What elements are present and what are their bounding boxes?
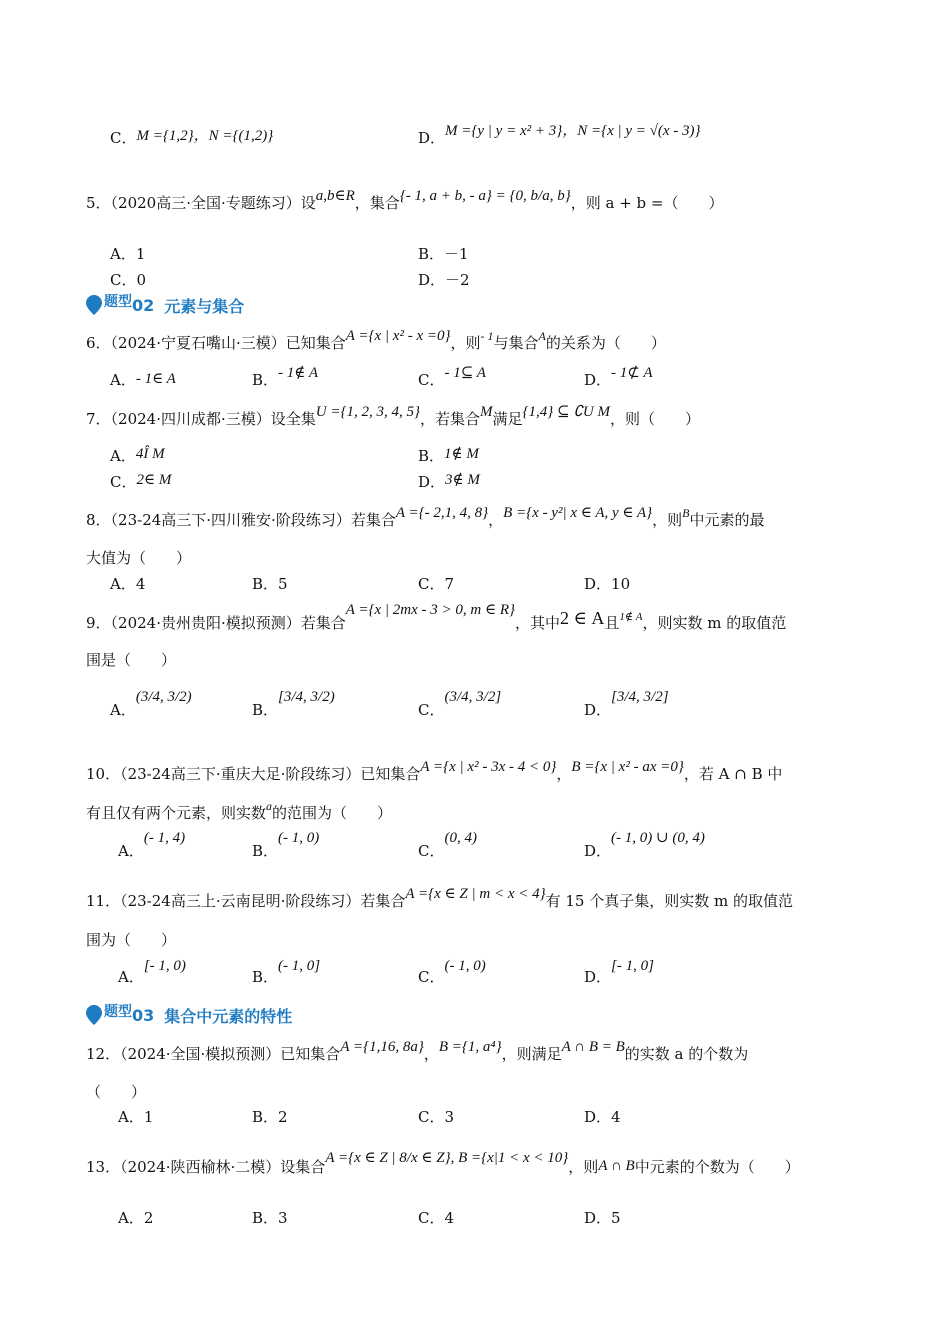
option-text: 4 bbox=[135, 575, 146, 593]
question-13-stem bbox=[86, 1150, 800, 1178]
option-text: - 1⊆ A bbox=[444, 365, 486, 381]
q5-option-d bbox=[418, 270, 470, 290]
option-text: 10 bbox=[611, 575, 631, 593]
stem-text: 且 bbox=[604, 614, 620, 632]
option-label: D． bbox=[584, 1209, 612, 1227]
option-label: B． bbox=[252, 701, 279, 719]
math-set-expression: U ={1, 2, 3, 4, 5} bbox=[315, 404, 420, 420]
option-text: 1∉ M bbox=[444, 446, 479, 462]
option-label: D． bbox=[584, 701, 612, 719]
q6-option-d bbox=[584, 365, 653, 391]
option-label: B． bbox=[252, 1209, 279, 1227]
stem-text: ，集合 bbox=[354, 194, 400, 212]
stem-text: 的实数 a 的个数为 bbox=[624, 1045, 749, 1063]
stem-text: ，则 bbox=[450, 334, 481, 352]
question-number: 5． bbox=[86, 194, 111, 212]
stem-text: ，若 A ∩ B 中 bbox=[683, 765, 783, 783]
stem-text: 中元素的最 bbox=[689, 511, 765, 529]
section-header-03 bbox=[86, 1003, 292, 1027]
question-8-line2: 大值为（ ） bbox=[86, 549, 192, 567]
option-label: A． bbox=[110, 575, 136, 593]
q7-option-a bbox=[110, 446, 165, 467]
option-text: (- 1, 0) ∪ (0, 4) bbox=[611, 830, 705, 846]
q8-option-d bbox=[584, 574, 630, 594]
option-text: 3 bbox=[278, 1209, 288, 1227]
stem-text: 满足 bbox=[492, 410, 523, 428]
q13-option-d bbox=[584, 1208, 621, 1228]
q13-option-b bbox=[252, 1208, 288, 1228]
option-label: B． bbox=[252, 371, 279, 389]
q5-option-a bbox=[110, 244, 145, 264]
math-inline: M bbox=[479, 404, 493, 420]
question-source: （2024·四川成都·三模）设全集 bbox=[110, 410, 316, 428]
option-label: A． bbox=[118, 1209, 144, 1227]
option-text: (- 1, 4) bbox=[143, 830, 186, 846]
section-number: 02 bbox=[132, 295, 155, 315]
math-set-expression: A ={x | x² - x =0} bbox=[345, 328, 451, 344]
q13-option-a bbox=[118, 1208, 153, 1228]
option-label: C． bbox=[418, 842, 445, 860]
option-text: 3 bbox=[444, 1108, 455, 1126]
option-text: (- 1, 0) bbox=[278, 830, 320, 846]
math-inline: 2 ∈ A bbox=[560, 608, 605, 628]
option-label: A． bbox=[110, 371, 136, 389]
question-7-stem bbox=[86, 404, 700, 430]
option-label: A． bbox=[118, 1108, 144, 1126]
option-text: (- 1, 0) bbox=[444, 958, 486, 974]
option-expression: M ={y | y = x² + 3}，N ={x | y = √(x - 3)} bbox=[445, 123, 701, 139]
option-label: D． bbox=[418, 473, 446, 491]
option-label: C． bbox=[110, 271, 137, 289]
question-10-stem bbox=[86, 759, 783, 785]
q11-option-c bbox=[418, 958, 486, 988]
option-label: D． bbox=[584, 842, 612, 860]
q9-option-c bbox=[418, 689, 502, 721]
question-9-stem bbox=[86, 602, 787, 635]
stem-text: ，则 bbox=[568, 1158, 599, 1176]
q7-option-c bbox=[110, 472, 171, 493]
q6-option-b bbox=[252, 365, 319, 391]
option-label: B． bbox=[418, 245, 445, 263]
math-inline: a,b∈R bbox=[315, 188, 355, 204]
question-number: 9． bbox=[86, 614, 111, 632]
option-text: 4Î M bbox=[135, 446, 165, 462]
q8-option-c bbox=[418, 574, 454, 594]
q6-option-c bbox=[418, 365, 486, 391]
stem-text: 与集合 bbox=[493, 334, 539, 352]
math-inline: 1∉ A bbox=[619, 611, 643, 623]
option-text: [- 1, 0] bbox=[611, 958, 654, 974]
question-number: 11． bbox=[86, 892, 121, 910]
section-number: 03 bbox=[132, 1005, 155, 1025]
option-label: B． bbox=[252, 575, 279, 593]
option-label: D． bbox=[584, 371, 612, 389]
stem-text: ，则 a + b =（ ） bbox=[570, 194, 724, 212]
stem-text: ， bbox=[423, 1045, 439, 1063]
q10-option-b bbox=[252, 830, 320, 862]
question-number: 10． bbox=[86, 765, 121, 783]
question-number: 13． bbox=[86, 1158, 121, 1176]
stem-text: 中元素的个数为（ ） bbox=[634, 1158, 800, 1176]
option-label: D． bbox=[584, 968, 612, 986]
question-number: 7． bbox=[86, 410, 111, 428]
math-set-expression: B ={1, a⁴} bbox=[438, 1039, 502, 1055]
q11-option-d bbox=[584, 958, 654, 988]
option-text: 4 bbox=[611, 1108, 621, 1126]
option-text: 5 bbox=[278, 575, 288, 593]
math-set-expression: B ={x | x² - ax =0} bbox=[571, 759, 684, 775]
option-label: B． bbox=[252, 1108, 279, 1126]
q10-option-c bbox=[418, 830, 477, 862]
section-label: 题型 bbox=[104, 294, 132, 310]
q13-option-c bbox=[418, 1208, 454, 1228]
q5-option-c bbox=[110, 270, 146, 290]
math-set-expression: A ={x | 2mx - 3 > 0, m ∈ R} bbox=[345, 602, 516, 618]
section-title: 元素与集合 bbox=[164, 296, 245, 316]
option-text: - 1∈ A bbox=[135, 371, 176, 387]
math-set-expression: A ={x ∈ Z | m < x < 4} bbox=[405, 886, 546, 902]
map-pin-icon bbox=[86, 295, 102, 315]
option-text: 5 bbox=[611, 1209, 621, 1227]
stem-text: ，则实数 m 的取值范 bbox=[642, 614, 787, 632]
option-text: 0 bbox=[136, 271, 147, 289]
question-source: （23-24高三下·四川雅安·阶段练习）若集合 bbox=[110, 511, 396, 529]
q11-option-b bbox=[252, 958, 321, 988]
option-text: 2∈ M bbox=[136, 472, 172, 488]
math-inline: A bbox=[538, 329, 546, 343]
q6-option-a bbox=[110, 370, 176, 391]
q10-option-d bbox=[584, 830, 705, 862]
stem-text: ，则满足 bbox=[501, 1045, 562, 1063]
math-inline: B bbox=[682, 506, 690, 520]
option-text: 1 bbox=[143, 1108, 154, 1126]
question-5-stem bbox=[86, 188, 724, 214]
option-text: - 1⊄ A bbox=[611, 365, 653, 381]
q8-option-a bbox=[110, 574, 145, 594]
option-text: 7 bbox=[444, 575, 455, 593]
question-12-stem bbox=[86, 1039, 749, 1065]
math-set-expression: {- 1, a + b, - a} = {0, b/a, b} bbox=[399, 188, 571, 204]
question-source: （2024·宁夏石嘴山·三模）已知集合 bbox=[110, 334, 346, 352]
question-6-stem bbox=[86, 328, 666, 354]
math-set-expression: B ={x - y²| x ∈ A, y ∈ A} bbox=[503, 505, 653, 521]
option-label: C． bbox=[418, 575, 445, 593]
question-number: 8． bbox=[86, 511, 111, 529]
option-label: B． bbox=[252, 842, 279, 860]
option-label: B． bbox=[252, 968, 279, 986]
option-label: D． bbox=[584, 575, 612, 593]
math-inline: A ∩ B = B bbox=[561, 1039, 625, 1055]
q4-option-d bbox=[418, 123, 701, 149]
math-inline: a bbox=[266, 799, 273, 813]
option-label: A． bbox=[110, 245, 136, 263]
option-expression: M ={1,2}，N ={(1,2)} bbox=[136, 128, 274, 144]
section-label: 题型 bbox=[104, 1004, 132, 1020]
q12-option-a bbox=[118, 1107, 153, 1127]
option-text: (0, 4) bbox=[444, 830, 477, 846]
stem-text: ，若集合 bbox=[419, 410, 480, 428]
q7-option-b bbox=[418, 446, 479, 467]
q12-option-c bbox=[418, 1107, 454, 1127]
option-label: A． bbox=[118, 842, 144, 860]
math-set-expression: A ={x ∈ Z | 8/x ∈ Z}, B ={x|1 < x < 10} bbox=[325, 1150, 569, 1166]
option-label: A． bbox=[110, 447, 136, 465]
question-12-line2: （ ） bbox=[86, 1083, 147, 1101]
q4-option-c bbox=[110, 128, 273, 149]
option-label: C． bbox=[110, 129, 137, 147]
stem-text: ，则 bbox=[652, 511, 683, 529]
option-text: (- 1, 0] bbox=[278, 958, 321, 974]
question-11-stem bbox=[86, 886, 793, 912]
option-label: D． bbox=[584, 1108, 612, 1126]
question-source: （23-24高三上·云南昆明·阶段练习）若集合 bbox=[120, 892, 406, 910]
stem-text: ， bbox=[556, 765, 572, 783]
map-pin-icon bbox=[86, 1005, 102, 1025]
section-header-02 bbox=[86, 293, 244, 317]
option-text: (3/4, 3/2) bbox=[135, 689, 192, 705]
stem-text: 的关系为（ ） bbox=[545, 334, 666, 352]
question-source: （2024·全国·模拟预测）已知集合 bbox=[120, 1045, 341, 1063]
q7-option-d bbox=[418, 472, 480, 493]
option-label: D． bbox=[418, 129, 446, 147]
option-text: 2 bbox=[143, 1209, 154, 1227]
question-number: 6． bbox=[86, 334, 111, 352]
q9-option-b bbox=[252, 689, 335, 721]
option-label: D． bbox=[418, 271, 446, 289]
question-8-stem bbox=[86, 505, 765, 531]
section-title: 集合中元素的特性 bbox=[164, 1006, 293, 1026]
math-inline: A ∩ B bbox=[598, 1158, 635, 1174]
option-text: (3/4, 3/2] bbox=[444, 689, 502, 705]
q12-option-d bbox=[584, 1107, 621, 1127]
q9-option-d bbox=[584, 689, 669, 721]
math-set-expression: A ={x | x² - 3x - 4 < 0} bbox=[420, 759, 557, 775]
stem-text: 的范围为（ ） bbox=[272, 804, 393, 822]
math-set-expression: A ={1,16, 8a} bbox=[340, 1039, 424, 1055]
question-source: （23-24高三下·重庆大足·阶段练习）已知集合 bbox=[120, 765, 421, 783]
q10-option-a bbox=[118, 830, 186, 862]
option-label: B． bbox=[418, 447, 445, 465]
q12-option-b bbox=[252, 1107, 288, 1127]
math-set-expression: A ={- 2,1, 4, 8} bbox=[395, 505, 489, 521]
question-11-line2: 围为（ ） bbox=[86, 931, 177, 949]
option-text: - 1∉ A bbox=[278, 365, 319, 381]
math-inline: {1,4} ⊆ ∁U M bbox=[522, 404, 610, 420]
option-text: 1 bbox=[135, 245, 146, 263]
stem-text: ，则（ ） bbox=[609, 410, 700, 428]
q8-option-b bbox=[252, 574, 288, 594]
question-9-line2: 围是（ ） bbox=[86, 651, 177, 669]
question-number: 12． bbox=[86, 1045, 121, 1063]
option-text: －1 bbox=[444, 245, 469, 263]
question-10-line2 bbox=[86, 799, 393, 824]
option-label: C． bbox=[418, 371, 445, 389]
option-text: [3/4, 3/2] bbox=[611, 689, 669, 705]
question-source: （2024·贵州贵阳·模拟预测）若集合 bbox=[110, 614, 346, 632]
q5-option-b bbox=[418, 244, 469, 264]
stem-text: 有且仅有两个元素，则实数 bbox=[86, 804, 267, 822]
option-label: C． bbox=[418, 1209, 445, 1227]
option-label: C． bbox=[418, 701, 445, 719]
question-source: （2020高三·全国·专题练习）设 bbox=[110, 194, 316, 212]
option-text: －2 bbox=[445, 271, 470, 289]
stem-text: ， bbox=[488, 511, 504, 529]
option-text: 3∉ M bbox=[445, 472, 480, 488]
option-label: A． bbox=[110, 701, 136, 719]
option-text: [- 1, 0) bbox=[143, 958, 186, 974]
math-inline: - 1 bbox=[480, 329, 494, 343]
stem-text: 有 15 个真子集，则实数 m 的取值范 bbox=[545, 892, 793, 910]
option-label: C． bbox=[418, 968, 445, 986]
stem-text: ，其中 bbox=[515, 614, 561, 632]
option-label: C． bbox=[418, 1108, 445, 1126]
q9-option-a bbox=[110, 689, 192, 721]
option-label: C． bbox=[110, 473, 137, 491]
q11-option-a bbox=[118, 958, 186, 988]
option-text: [3/4, 3/2) bbox=[278, 689, 335, 705]
option-text: 2 bbox=[278, 1108, 288, 1126]
question-source: （2024·陕西榆林·二模）设集合 bbox=[120, 1158, 326, 1176]
option-text: 4 bbox=[444, 1209, 455, 1227]
option-label: A． bbox=[118, 968, 144, 986]
